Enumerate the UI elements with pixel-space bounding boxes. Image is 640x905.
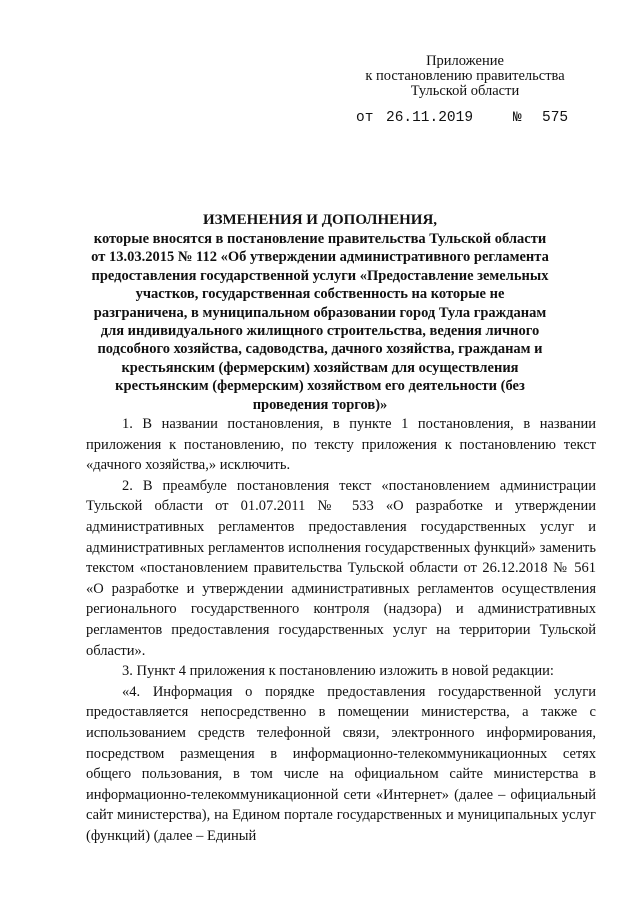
document-date: 26.11.2019 [386, 110, 474, 126]
number-sign: № [513, 110, 522, 126]
annex-line: к постановлению правительства [365, 68, 565, 84]
annex-block [330, 54, 600, 99]
paragraph-4: «4. Информация о порядке предоставления государственной услуги предоставляется непосредственно в помещении министерства, а также с использованием средств телефонной связи, электронного информирования, посредством размещения в информационно-телекоммуникационных сетях общего пользования, в том числе на официальном сайте министерства в информационно-телекоммуникационной сети «Интернет» (далее – официальный сайт министерства), на Едином портале государственных и муниципальных услуг (функций) (далее – Единый [86, 683, 596, 844]
annex-line: Тульской области [410, 83, 520, 99]
date-number-line [356, 110, 569, 126]
paragraph-3: 3. Пункт 4 приложения к постановлению изложить в новой редакции: [122, 663, 554, 680]
document-subtitle: которые вносятся в постановление правительства Тульской области от 13.03.2015 № 112 «Об утверждении административного регламента предоставления государственной услуги «Предоставление земельных участков, государственная собственность на которые не разграничена, в муниципальном образовании город Тула гражданам для индивидуального жилищного строительства, ведения личного подсобного хозяйства, садоводства, дачного хозяйства, гражданам и крестьянским (фермерским) хозяйствам для осуществления крестьянским (фермерским) хозяйством его деятельности (без проведения торгов)» [91, 231, 549, 413]
date-prefix: от [356, 110, 374, 126]
annex-line: Приложение [426, 53, 504, 69]
document-title: ИЗМЕНЕНИЯ И ДОПОЛНЕНИЯ, [202, 212, 438, 228]
paragraph-2: 2. В преамбуле постановления текст «постановлением администрации Тульской области от 01.07.2011 № 533 «О разработке и утверждении административных регламентов предоставления государственных услуг и административных регламентов исполнения государственных функций» заменить текстом «постановлением правительства Тульской области от 26.12.2018 № 561 «О разработке и утверждении административных регламентов осуществления регионального государственного контроля (надзора) и административных регламентов предоставления государственных услуг на территории Тульской области». [86, 477, 596, 659]
document-number: 575 [542, 110, 569, 126]
document-title-block [90, 210, 550, 414]
paragraph-1: 1. В названии постановления, в пункте 1 постановления, в названии приложения к постановлению, по тексту приложения к постановлению текст «дачного хозяйства,» исключить. [86, 416, 596, 474]
document-body [86, 414, 596, 846]
